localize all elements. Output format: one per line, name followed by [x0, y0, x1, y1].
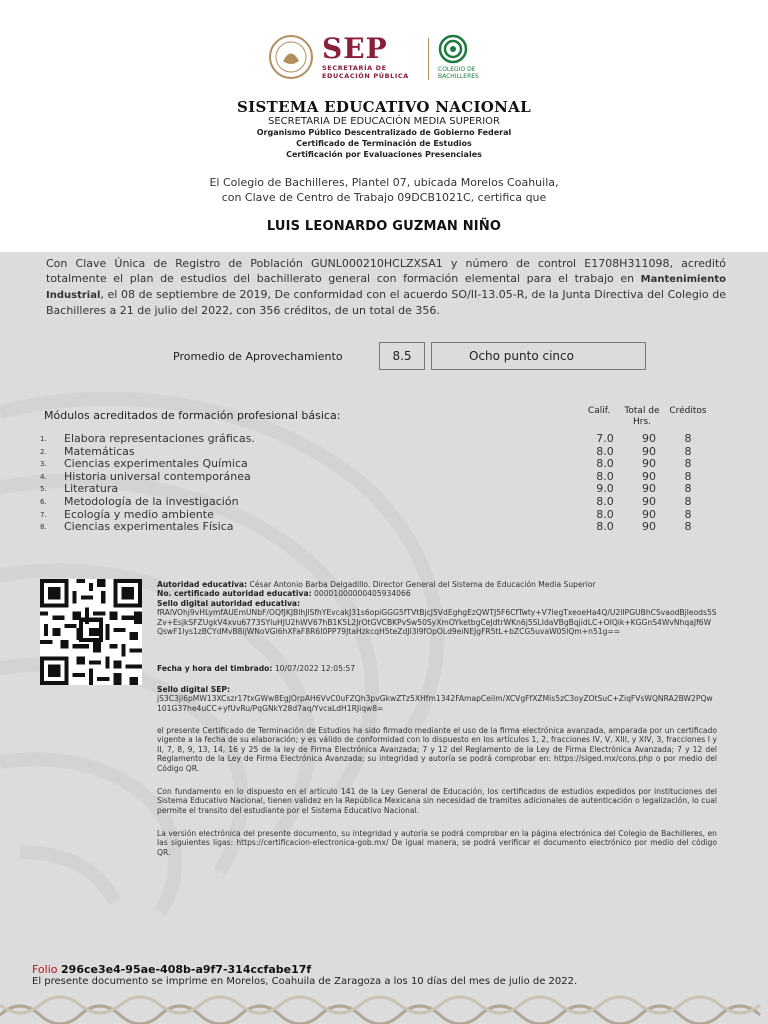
national-seal-icon [268, 34, 314, 80]
header-calif: Calif. [587, 406, 611, 416]
row-hrs: 90 [642, 494, 656, 508]
row-cred: 8 [684, 482, 692, 496]
legal-paragraph-3: La versión electrónica del presente documento, su integridad y autoría se podrá comprobar en la página electrónica del Colegio de Bachilleres, en las siguientes ligas: https://certificacion-electronica-gob.mx/ De igual manera, se podrá verificar el documento electrónico por medio del código QR. [157, 829, 717, 857]
paragraph-specialty: Mantenimiento Industrial [46, 274, 726, 301]
cert-no-label: No. certificado autoridad educativa: [157, 589, 312, 599]
sep-logo-subtitle [322, 64, 409, 80]
row-cred: 8 [684, 432, 692, 445]
table-row [40, 521, 720, 534]
row-calif: 8.0 [596, 494, 614, 508]
row-hrs: 90 [642, 432, 656, 445]
row-calif: 8.0 [596, 457, 614, 471]
row-name: Metodología de la investigación [64, 494, 239, 508]
qr-code-icon[interactable] [40, 579, 142, 685]
row-name: Historia universal contemporánea [64, 469, 251, 483]
row-calif: 8.0 [596, 469, 614, 483]
modules-title: Módulos acreditados de formación profesional básica: [44, 409, 341, 422]
row-num: 7. [40, 510, 47, 519]
sep-seal-label: Sello digital SEP: [157, 685, 231, 694]
header-total-line1: Total de [624, 406, 660, 416]
sep-logo-text: SEP [322, 32, 388, 65]
header-creditos: Créditos [669, 406, 707, 416]
authority-value: César Antonio Barba Delgadillo. Director General del Sistema de Educación Media Superior [249, 580, 596, 589]
cert-title: Certificado de Terminación de Estudios [296, 139, 472, 148]
row-name: Matemáticas [64, 444, 135, 458]
intro-line-2: con Clave de Centro de Trabajo 09DCB1021C, certifica que [221, 191, 547, 204]
row-cred: 8 [684, 520, 692, 534]
legal-paragraph-1: el presente Certificado de Terminación de Estudios ha sido firmado mediante el uso de la firma electrónica avanzada, amparada por un certificado vigente a la fecha de su elaboración; y es válido de conformidad con lo dispuesto en los artículos 1, 2, fracciones IV, V, XIII, y XIV, 3, fracciones I y II, 7, 8, 9, 13, 14, 16 y 25 de la ley de Firma Electrónica Avanzada; 7 y 12 del Reglamento de la Ley de Firma Electrónica Avanzada; 7 y 12 del Reglamento de la Ley de Firma Electrónica Avanzada; su integridad y autoría se podrá comprobar en: https://siged.mx/cons.php o por medio del Código QR. [157, 726, 717, 773]
table-row [40, 471, 720, 484]
date-label: Fecha y hora del timbrado: [157, 664, 273, 673]
row-name: Ciencias experimentales Química [64, 457, 248, 471]
promedio-label: Promedio de Aprovechamiento [173, 350, 343, 363]
folio-value: 296ce3e4-95ae-408b-a9f7-314ccfabe17f [61, 963, 312, 976]
row-name: Ecología y medio ambiente [64, 507, 214, 521]
modules-table [40, 433, 720, 534]
row-num: 1. [40, 435, 47, 443]
row-num: 8. [40, 523, 47, 532]
row-hrs: 90 [642, 457, 656, 471]
cb-sub-line2: BACHILLERES [438, 73, 479, 80]
sep-sub-line2: EDUCACIÓN PÚBLICA [322, 72, 409, 80]
row-cred: 8 [684, 469, 692, 483]
org-title: Organismo Público Descentralizado de Gobierno Federal [256, 128, 512, 137]
seal-line [157, 599, 717, 608]
cert-no-line [157, 589, 717, 598]
row-hrs: 90 [642, 444, 656, 458]
intro-line-1: El Colegio de Bachilleres, Plantel 07, ubicada Morelos Coahuila, [209, 176, 559, 189]
row-cred: 8 [684, 507, 692, 521]
table-row [40, 496, 720, 509]
sep-seal-block [157, 685, 717, 713]
row-cred: 8 [684, 444, 692, 458]
print-location-line: El presente documento se imprime en Morelos, Coahuila de Zaragoza a los 10 días del mes de julio de 2022. [32, 976, 578, 987]
row-name: Ciencias experimentales Física [64, 520, 234, 534]
row-hrs: 90 [642, 482, 656, 496]
promedio-value: 8.5 [379, 342, 425, 370]
certification-paragraph [46, 256, 726, 318]
logo-divider [428, 38, 429, 80]
cb-sub-line1: COLEGIO DE [438, 66, 476, 73]
decorative-band [0, 993, 768, 1024]
colegio-bachilleres-logo-icon [438, 34, 468, 64]
secretary-title: SECRETARIA DE EDUCACIÓN MEDIA SUPERIOR [268, 116, 500, 127]
paragraph-part2: , el 08 de septiembre de 2019, De conformidad con el acuerdo SO/II-13.05-R, de la Junta Directiva del Colegio de Bachilleres a 21 de julio del 2022, con 356 créditos, de un total de 356. [46, 288, 726, 317]
row-num: 5. [40, 485, 47, 494]
row-num: 2. [40, 447, 47, 456]
authority-seal-value: fRAlVOhj9vHLymfAUEmUNbF/OQfJKJBlhJlSfhYEvcakJ31s6opiGGG5fTVtBjcJ5VdEghgEzQWTJ5F6CfTwty+V7legTxeoeHa4Q/U2lIPGUBhCSvaodBjleods5SZv+EsjkSFZUgkV4xvu6773SYluHJU2hWV67hB1K5L2JrOtGVCBKPvSw50SyXmOYketbgCeJdtrWKn6j5SLIdaVBgBqjidLC+OIQik+KGGnS4WvNhqaJf6WQswF1lys1zBCYdMvB8ijWNoVGl6hXFaF8R6I0PP79JtaHzkcqH5teZdJl3l9fOpOLd9eiNEJgFR5tL+bZCG5uvaW05lQm+n51g== [157, 608, 717, 637]
row-hrs: 90 [642, 507, 656, 521]
row-cred: 8 [684, 494, 692, 508]
timbrado-line [157, 664, 717, 673]
row-num: 4. [40, 472, 47, 481]
authority-label: Autoridad educativa: [157, 580, 248, 589]
authority-block [157, 580, 717, 636]
folio-line [32, 963, 311, 976]
row-calif: 9.0 [596, 482, 614, 496]
table-row [40, 433, 720, 446]
table-row [40, 458, 720, 471]
row-calif: 7.0 [596, 432, 614, 445]
row-calif: 8.0 [596, 507, 614, 521]
row-calif: 8.0 [596, 520, 614, 534]
row-name: Literatura [64, 482, 119, 496]
paragraph-part1: Con Clave Única de Registro de Población GUNL000210HCLZXSA1 y número de control E1708H311098, acreditó totalmente el plan de estudios del bachillerato general con formación elemental para el trabajo en [46, 257, 726, 285]
sep-sub-line1: SECRETARÍA DE [322, 64, 387, 72]
seal-label: Sello digital autoridad educativa: [157, 598, 301, 608]
row-hrs: 90 [642, 520, 656, 534]
promedio-words: Ocho punto cinco [431, 342, 646, 370]
legal-paragraph-2: Con fundamento en lo dispuesto en el artículo 141 de la Ley General de Educación, los certificados de estudios expedidos por instituciones del Sistema Educativo Nacional, tienen validez en la República Mexicana sin necesidad de tramites adicionales de autenticación o legalización, lo cual permite el transito del estudiante por el Sistema Educativo Nacional. [157, 787, 717, 815]
system-title: SISTEMA EDUCATIVO NACIONAL [237, 98, 531, 116]
header-total-hrs [620, 406, 664, 428]
row-name: Elabora representaciones gráficas. [64, 432, 255, 445]
authority-line [157, 580, 717, 589]
header-total-line2: Hrs. [632, 417, 652, 427]
cert-no-value: 00001000000405934066 [314, 589, 411, 599]
student-name: LUIS LEONARDO GUZMAN NIÑO [266, 219, 502, 234]
date-value: 10/07/2022 12:05:57 [274, 664, 356, 673]
sep-seal-value: jS3C3jl6pMW13XCszr17txGWw8EgJOrpAH6VvC0uFZQh3pvGkwZTz5XHfm1342FAmapCeiIm/XCVgFfXZMis5zC3oyZOtSuC+ZiqFVsWQNRA2BW2PQw101G37he4uCC+yfUvRu/PqGNkY28d7aq/YvcaLdH1RJiqw8= [157, 694, 713, 713]
row-num: 3. [40, 460, 47, 469]
eval-title: Certificación por Evaluaciones Presenciales [286, 150, 482, 159]
row-hrs: 90 [642, 469, 656, 483]
row-calif: 8.0 [596, 444, 614, 458]
row-num: 6. [40, 497, 47, 506]
folio-label: Folio [32, 963, 58, 976]
logos-header [268, 34, 508, 84]
cb-logo-subtitle [438, 66, 479, 80]
row-cred: 8 [684, 457, 692, 471]
